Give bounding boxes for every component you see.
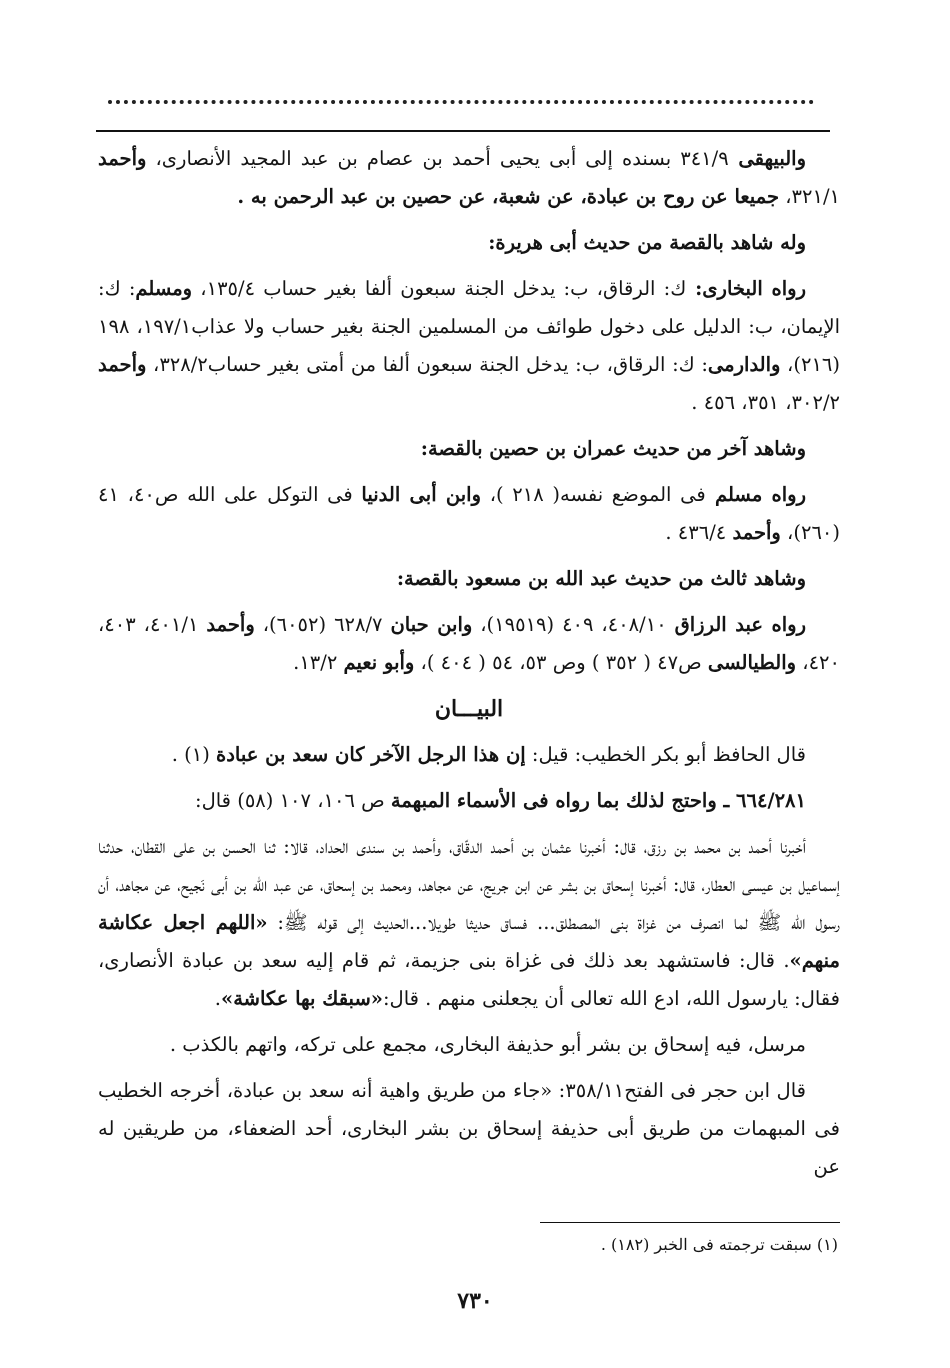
text-run: فى التوكل على الله ص٤٠، ٤١ (٢٦٠)، xyxy=(98,483,840,544)
text-run: ك: الرقاق، ب: يدخل الجنة سبعون ألفا بغير حساب ١٣٥/٤، xyxy=(192,277,687,300)
bold-text-run: «سبقك بها عكاشة» xyxy=(221,987,383,1010)
text-run: ٣٢١/١، xyxy=(779,185,840,208)
paragraph xyxy=(98,224,840,262)
bold-text-run: وأحمد xyxy=(98,353,147,376)
text-run: ٣٤١/٩ بسنده إلى أبى يحيى أحمد بن عصام بن عبد المجيد الأنصارى، xyxy=(146,147,729,170)
text-run: ص٤٧ ( ٣٥٢ ) وص ٥٣، ٥٤ ( ٤٠٤ )، xyxy=(414,651,708,674)
text-run: ١٣/٢. xyxy=(293,651,344,674)
bold-text-run: وابن أبى الدنيا xyxy=(361,483,482,506)
bold-text-run: وأحمد xyxy=(98,147,147,170)
footnote: (١) سبقت ترجمته فى الخبر (١٨٢) . xyxy=(600,1235,838,1254)
bold-text-run: جميعا عن روح بن عبادة، عن شعبة، عن حصين بن عبد الرحمن به . xyxy=(237,185,780,208)
bold-text-run: رواه مسلم xyxy=(705,483,806,506)
header-dotted-rule xyxy=(108,100,814,104)
bold-text-run: رواه البخارى: xyxy=(686,277,806,300)
paragraph xyxy=(98,606,840,682)
bold-text-run: وله شاهد بالقصة من حديث أبى هريرة: xyxy=(488,231,806,254)
bold-text-run: وأبو نعيم xyxy=(343,651,415,674)
paragraph xyxy=(98,828,840,1018)
bold-text-run: البيـــان xyxy=(434,696,504,722)
text-run: (١) . xyxy=(171,743,217,766)
paragraph xyxy=(98,140,840,216)
paragraph xyxy=(98,736,840,774)
text-run: : ك: الإيمان، ب: الدليل على دخول طوائف من المسلمين الجنة بغير حساب ولا عذاب١٩٧/١، ١٩٨ (٢١٦)، xyxy=(98,277,840,376)
bold-text-run: ومسلم xyxy=(135,277,193,300)
text-run: ٦٢٨/٧ (٦٠٥٢)، xyxy=(254,613,391,636)
text-run: ٤٠١/١، ٤٠٣، ٤٢٠، xyxy=(98,613,840,674)
bold-text-run: والطيالسى xyxy=(707,651,797,674)
bold-text-run: والبيهقى xyxy=(728,147,806,170)
text-run: . قال: فاستشهد بعد ذلك فى غزاة بنى جزيمة، ثم قام إليه سعد بن عبادة الأنصارى، فقال: يارسول الله، ادع الله تعالى أن يجعلنى منهم . قال: xyxy=(98,949,840,1010)
paragraph xyxy=(98,476,840,552)
bold-text-run: وابن حبان xyxy=(390,613,473,636)
text-run: ٤٣٦/٤ . xyxy=(665,521,733,544)
bold-text-run: والدارمى xyxy=(707,353,781,376)
text-run: ٣٠٢/٢، ٣٥١، ٤٥٦ . xyxy=(691,391,840,414)
footnote-separator xyxy=(540,1222,840,1223)
bold-text-run: وأحمد xyxy=(206,613,255,636)
header-solid-rule xyxy=(96,130,830,132)
paragraph xyxy=(98,430,840,468)
paragraph xyxy=(98,270,840,422)
bold-text-run: وشاهد ثالث من حديث عبد الله بن مسعود بالقصة: xyxy=(396,567,806,590)
text-run: . xyxy=(214,987,221,1010)
page-number: ٧٣٠ xyxy=(457,1288,493,1314)
text-run: قال ابن حجر فى الفتح٣٥٨/١١: «جاء من طريق واهية أنه سعد بن عبادة، أخرجه الخطيب فى المبهمات من طريق أبى حذيفة إسحاق بن بشر البخارى، أحد الضعفاء، من طريقين له عن xyxy=(98,1079,840,1178)
bold-text-run: رواه عبد الرزاق xyxy=(674,613,806,636)
text-run: ٤٠٨/١٠، ٤٠٩ (١٩٥١٩)، xyxy=(472,613,675,636)
text-run: فى الموضع نفسه( ٢١٨ )، xyxy=(481,483,706,506)
paragraph xyxy=(98,1026,840,1064)
bold-text-run: إن هذا الرجل الآخر كان سعد بن عبادة xyxy=(216,743,526,766)
text-run: ص ١٠٦، ١٠٧ (٥٨) قال: xyxy=(195,789,391,812)
main-text-body xyxy=(98,140,840,1194)
paragraph xyxy=(98,560,840,598)
bold-text-run: ٦٦٤/٢٨١ ـ واحتج لذلك بما رواه فى الأسماء المبهمة xyxy=(390,789,806,812)
paragraph xyxy=(98,782,840,820)
bold-text-run: وشاهد آخر من حديث عمران بن حصين بالقصة: xyxy=(420,437,806,460)
section-heading xyxy=(98,690,840,728)
bold-text-run: «اللهم اجعل عكاشة منهم» xyxy=(98,911,840,972)
text-run: قال الحافظ أبو بكر الخطيب: قيل: xyxy=(525,743,806,766)
text-run: : ك: الرقاق، ب: يدخل الجنة سبعون ألفا من أمتى بغير حساب٣٢٨/٢، xyxy=(146,353,708,376)
text-run: أخبرنا أحمد بن محمد بن رزق، قال: أخبرنا عثمان بن أحمد الدقّاق، وأحمد بن سندى الحداد، قالا: ثنا الحسن بن على القطان، حدثنا إسماعيل بن عيسى العطار، قال: أخبرنا إسحاق بن بشر عن ابن جريج، عن مجاهد، ومحمد بن إسحاق، عن عبد الله بن أبى نَجيح، عن مجاهد، أن رسول الله ﷺ لما انصرف من غزاة بنى المصطلق... فساق حديثا طويلا...الحديث إلى قوله ﷺ: xyxy=(98,835,840,934)
bold-text-run: وأحمد xyxy=(732,521,781,544)
paragraph xyxy=(98,1072,840,1186)
text-run: مرسل، فيه إسحاق بن بشر أبو حذيفة البخارى، مجمع على تركه، واتهم بالكذب . xyxy=(169,1033,806,1056)
